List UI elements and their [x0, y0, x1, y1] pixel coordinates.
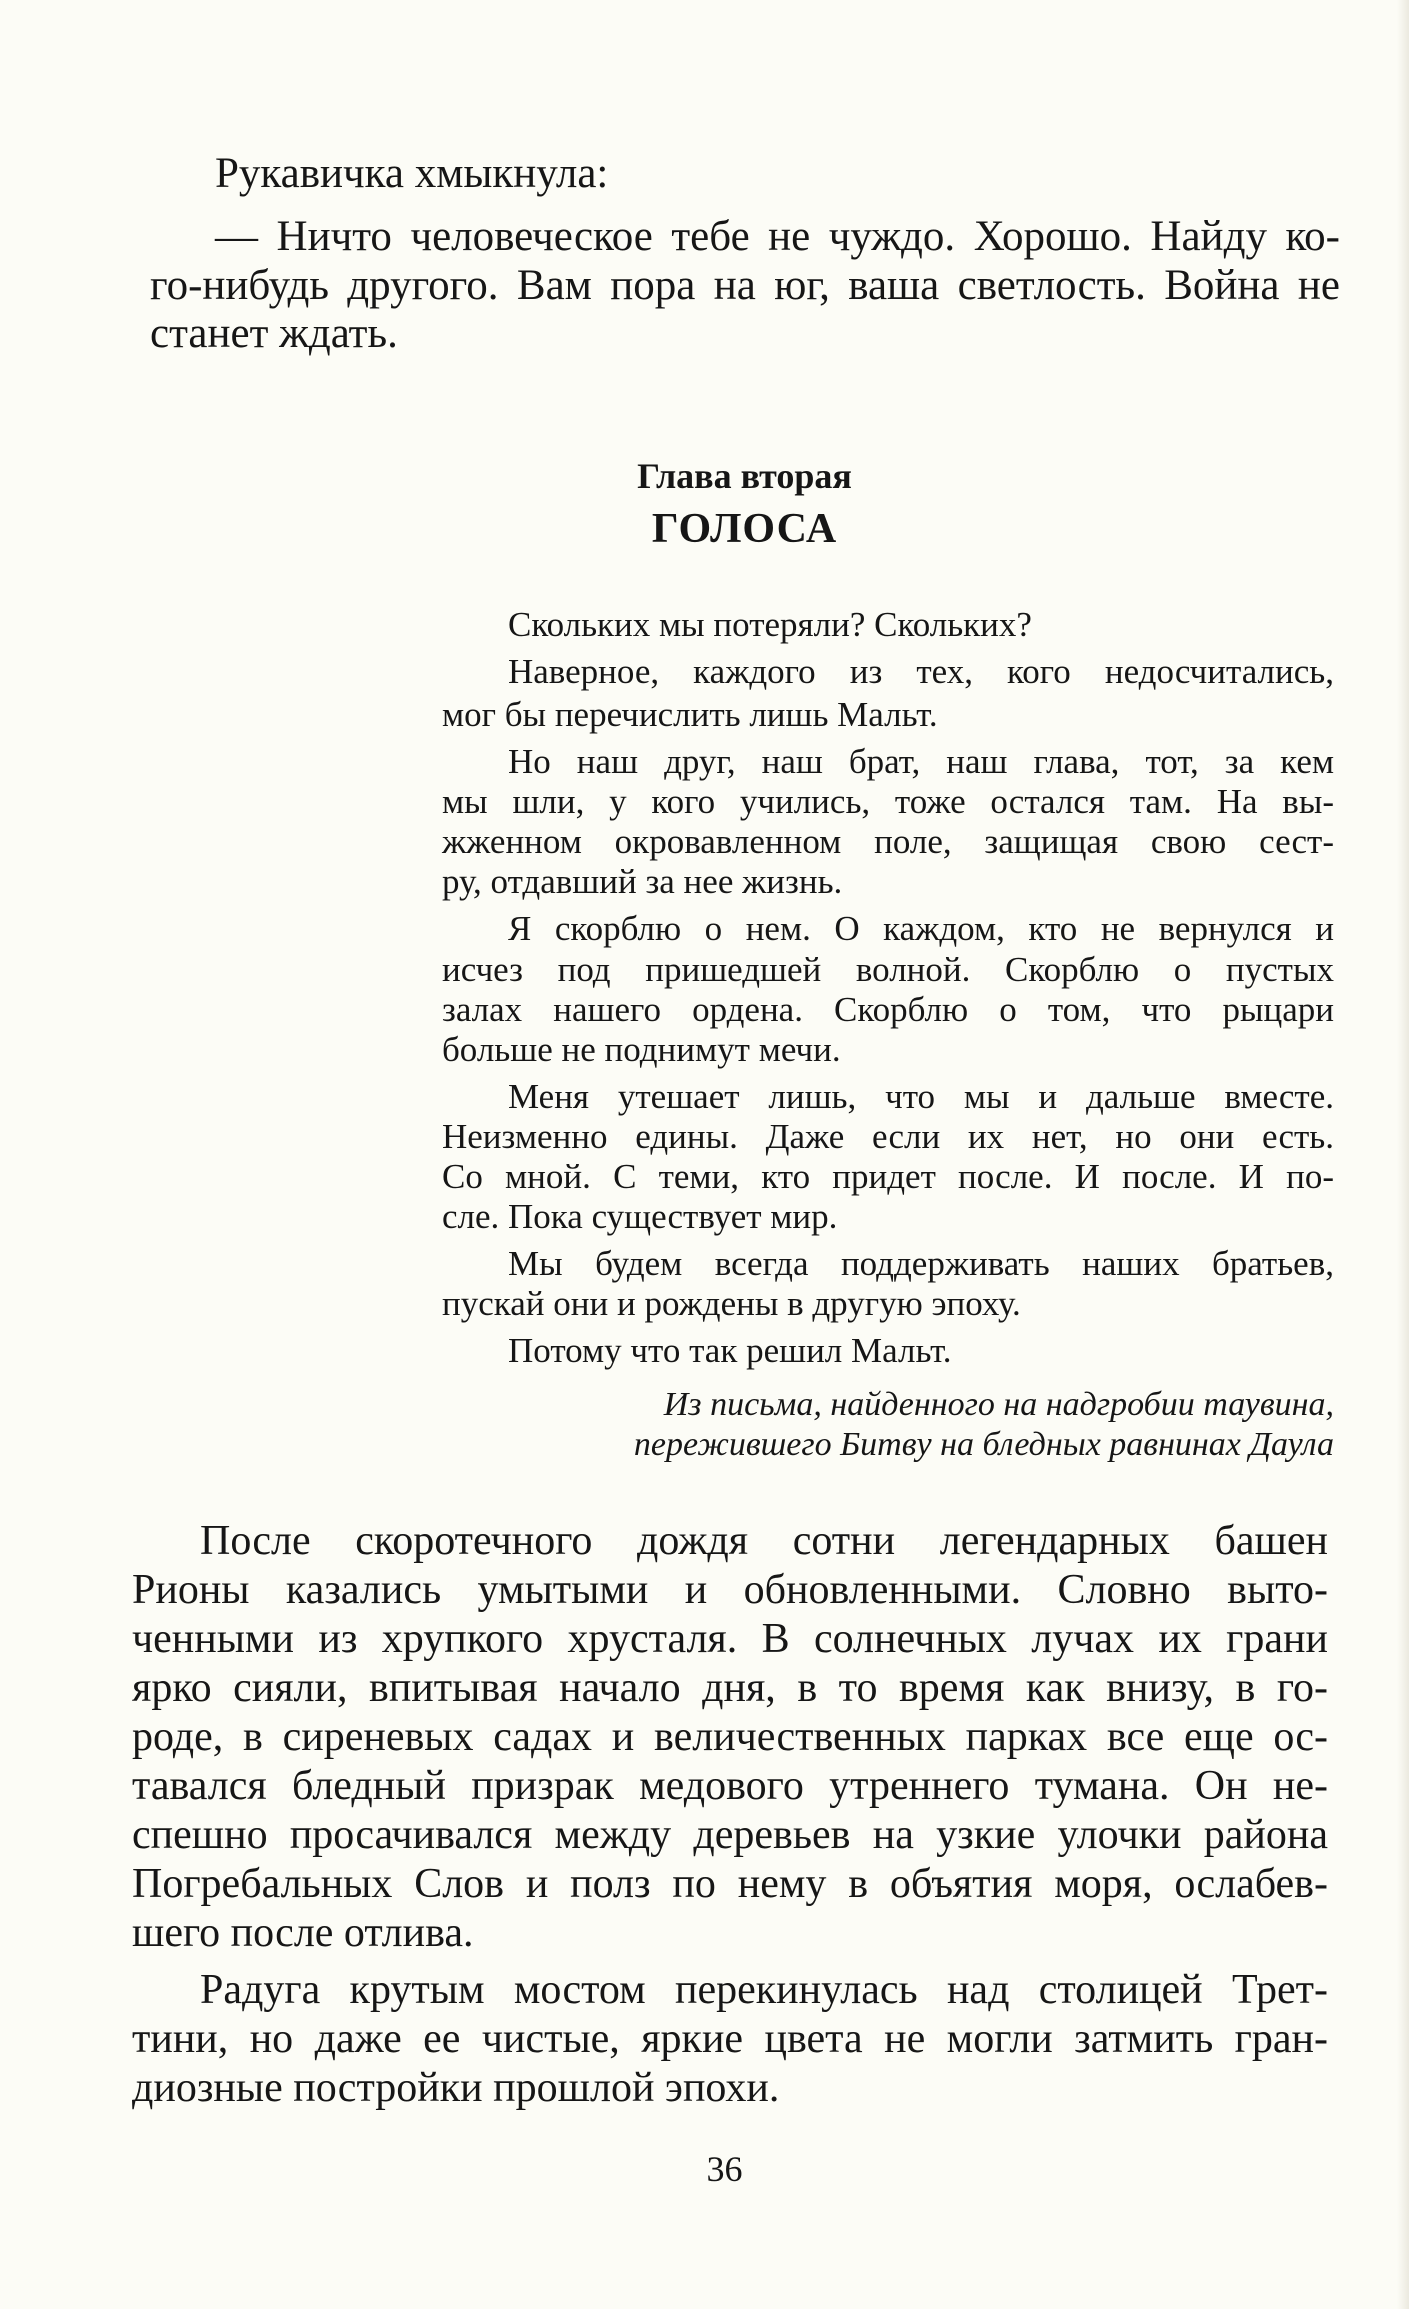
- intro-line: станет ждать.: [150, 310, 398, 357]
- chapter-number: Глава вторая: [637, 456, 852, 496]
- chapter-title: ГОЛОСА: [651, 506, 838, 552]
- intro-line: — Ничто человеческое тебе не чуждо. Хорошо. Найду ко-: [215, 213, 1340, 260]
- epigraph-line: мог бы перечислить лишь Мальт.: [442, 695, 938, 734]
- body-line: тини, но даже ее чистые, яркие цвета не могли затмить гран-: [132, 2016, 1328, 2062]
- epigraph-line: Неизменно едины. Даже если их нет, но они есть.: [442, 1117, 1334, 1156]
- epigraph-line: Потому что так решил Мальт.: [508, 1331, 952, 1370]
- epigraph-line: Скольких мы потеряли? Скольких?: [508, 605, 1032, 644]
- epigraph-source: Из письма, найденного на надгробии таувина,: [663, 1386, 1334, 1423]
- epigraph-line: исчез под пришедшей волной. Скорблю о пустых: [442, 950, 1334, 989]
- epigraph-line: Я скорблю о нем. О каждом, кто не вернулся и: [508, 909, 1334, 948]
- intro-line: го-нибудь другого. Вам пора на юг, ваша светлость. Война не: [150, 262, 1340, 309]
- epigraph-line: мы шли, у кого учились, тоже остался там. На вы-: [442, 782, 1334, 821]
- body-line: шего после отлива.: [132, 1910, 474, 1956]
- epigraph-line: Мы будем всегда поддерживать наших братьев,: [508, 1244, 1334, 1283]
- body-line: Радуга крутым мостом перекинулась над столицей Трет-: [200, 1967, 1328, 2013]
- epigraph-line: сле. Пока существует мир.: [442, 1197, 838, 1236]
- intro-line: Рукавичка хмыкнула:: [215, 150, 609, 197]
- epigraph-line: залах нашего ордена. Скорблю о том, что рыцари: [442, 990, 1334, 1029]
- epigraph-source: пережившего Битву на бледных равнинах Даула: [633, 1426, 1334, 1463]
- epigraph-line: жженном окровавленном поле, защищая свою сест-: [442, 822, 1334, 861]
- body-line: тавался бледный призрак медового утреннего тумана. Он не-: [132, 1763, 1328, 1809]
- body-line: После скоротечного дождя сотни легендарных башен: [200, 1518, 1328, 1564]
- epigraph-line: Наверное, каждого из тех, кого недосчитались,: [508, 652, 1334, 691]
- body-line: ярко сияли, впитывая начало дня, в то время как внизу, в го-: [132, 1665, 1328, 1711]
- page-number: 36: [706, 2149, 743, 2189]
- body-line: Рионы казались умытыми и обновленными. Словно выто-: [132, 1567, 1328, 1613]
- epigraph-line: Но наш друг, наш брат, наш глава, тот, за кем: [508, 742, 1334, 781]
- body-line: роде, в сиреневых садах и величественных парках все еще ос-: [132, 1714, 1328, 1760]
- body-line: диозные постройки прошлой эпохи.: [132, 2065, 780, 2111]
- epigraph-line: пускай они и рождены в другую эпоху.: [442, 1284, 1021, 1323]
- epigraph-line: Со мной. С теми, кто придет после. И после. И по-: [442, 1157, 1334, 1196]
- epigraph-line: больше не поднимут мечи.: [442, 1030, 841, 1069]
- body-line: Погребальных Слов и полз по нему в объятия моря, ослабев-: [132, 1861, 1328, 1907]
- body-line: ченными из хрупкого хрусталя. В солнечных лучах их грани: [132, 1616, 1328, 1662]
- epigraph-line: ру, отдавший за нее жизнь.: [442, 862, 843, 901]
- epigraph-line: Меня утешает лишь, что мы и дальше вместе.: [508, 1077, 1334, 1116]
- body-line: спешно просачивался между деревьев на узкие улочки района: [132, 1812, 1328, 1858]
- page-edge-shadow: [1397, 0, 1409, 2309]
